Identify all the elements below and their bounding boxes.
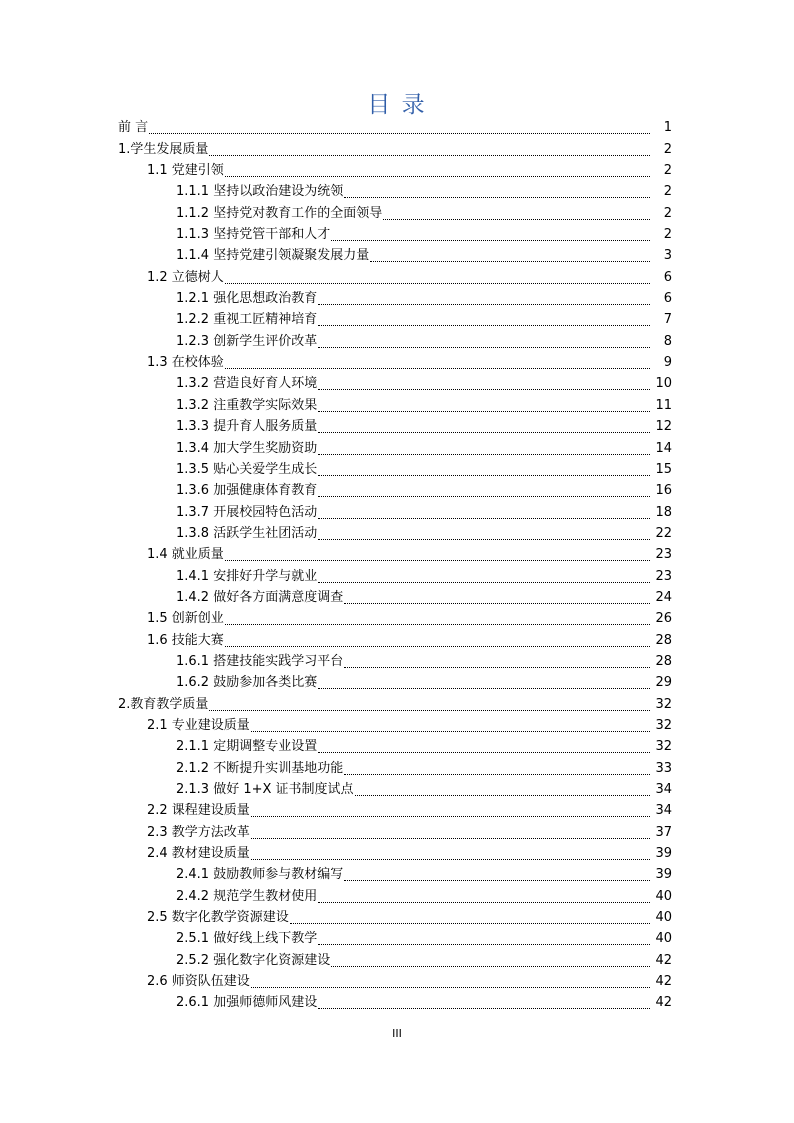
page-title: 目 录 (367, 92, 427, 118)
toc-entry-page: 23 (655, 568, 672, 584)
toc-entry-label: 2.1.1 定期调整专业设置 (176, 739, 318, 755)
toc-entry-label: 1.3.4 加大学生奖励资助 (176, 440, 318, 456)
toc-entry[interactable] (0, 908, 794, 929)
toc-entry[interactable] (0, 353, 794, 374)
toc-entry-label: 1.3.6 加强健康体育教育 (176, 483, 318, 499)
toc-entry-label: 1.学生发展质量 (118, 141, 209, 157)
dot-leader (318, 431, 650, 433)
toc-entry[interactable] (0, 374, 794, 395)
toc-entry[interactable] (0, 502, 794, 523)
dot-leader (318, 346, 650, 348)
toc-entry-label: 2.6.1 加强师德师风建设 (176, 995, 318, 1011)
toc-entry[interactable] (0, 822, 794, 843)
toc-entry-page: 6 (663, 291, 672, 307)
toc-entry-label: 1.3.2 注重教学实际效果 (176, 397, 318, 413)
toc-entry-page: 26 (655, 611, 672, 627)
dot-leader (251, 858, 650, 860)
toc-entry-page: 40 (655, 888, 672, 904)
dot-leader (318, 901, 650, 903)
toc-entry-page: 42 (655, 995, 672, 1011)
toc-entry-label: 1.6.1 搭建技能实践学习平台 (176, 653, 344, 669)
toc-entry[interactable] (0, 331, 794, 352)
table-of-contents (0, 118, 794, 1014)
toc-entry-label: 2.教育教学质量 (118, 696, 209, 712)
toc-entry[interactable] (0, 694, 794, 715)
toc-entry-label: 1.5 创新创业 (147, 611, 224, 627)
dot-leader (251, 730, 650, 732)
page-footer-number: III (392, 1027, 402, 1040)
toc-entry[interactable] (0, 182, 794, 203)
toc-entry-label: 2.1.2 不断提升实训基地功能 (176, 760, 344, 776)
toc-entry-label: 1.3.5 贴心关爱学生成长 (176, 461, 318, 477)
toc-entry-label: 1.1 党建引领 (147, 163, 224, 179)
toc-entry-page: 42 (655, 952, 672, 968)
toc-entry-label: 2.4 教材建设质量 (147, 846, 250, 862)
toc-entry-page: 8 (663, 333, 672, 349)
toc-entry-label: 1.1.1 坚持以政治建设为统领 (176, 184, 344, 200)
dot-leader (318, 687, 650, 689)
toc-entry-label: 2.4.1 鼓励教师参与教材编写 (176, 867, 344, 883)
dot-leader (344, 773, 650, 775)
toc-entry[interactable] (0, 225, 794, 246)
toc-entry-page: 32 (655, 696, 672, 712)
dot-leader (318, 303, 650, 305)
toc-entry-page: 37 (655, 824, 672, 840)
toc-entry-label: 1.3.8 活跃学生社团活动 (176, 525, 318, 541)
toc-entry[interactable] (0, 630, 794, 651)
toc-entry-label: 2.3 教学方法改革 (147, 824, 250, 840)
dot-leader (209, 709, 650, 711)
toc-entry-label: 1.1.4 坚持党建引领凝聚发展力量 (176, 248, 370, 264)
dot-leader (318, 474, 650, 476)
toc-entry-page: 14 (655, 440, 672, 456)
dot-leader (370, 260, 650, 262)
toc-entry-page: 16 (655, 483, 672, 499)
dot-leader (318, 538, 650, 540)
toc-entry-page: 15 (655, 461, 672, 477)
toc-entry-page: 28 (655, 653, 672, 669)
toc-entry[interactable] (0, 289, 794, 310)
dot-leader (318, 943, 650, 945)
dot-leader (225, 623, 650, 625)
toc-entry-label: 1.4.1 安排好升学与就业 (176, 568, 318, 584)
toc-entry-page: 10 (655, 376, 672, 392)
toc-entry[interactable] (0, 161, 794, 182)
toc-entry[interactable] (0, 395, 794, 416)
toc-entry-label: 2.4.2 规范学生教材使用 (176, 888, 318, 904)
dot-leader (318, 751, 650, 753)
toc-entry-page: 32 (655, 739, 672, 755)
toc-entry-label: 1.3.2 营造良好育人环境 (176, 376, 318, 392)
toc-entry-label: 2.1 专业建设质量 (147, 717, 250, 733)
toc-entry-label: 2.2 课程建设质量 (147, 803, 250, 819)
dot-leader (251, 815, 650, 817)
toc-entry-page: 2 (663, 227, 672, 243)
toc-entry-label: 1.6 技能大赛 (147, 632, 224, 648)
toc-entry-page: 34 (655, 782, 672, 797)
toc-entry-label: 1.2.3 创新学生评价改革 (176, 333, 318, 349)
toc-entry-page: 3 (663, 248, 672, 264)
toc-entry-page: 11 (655, 397, 672, 413)
toc-entry-label: 1.2.2 重视工匠精神培育 (176, 312, 318, 328)
toc-entry-label: 1.2.1 强化思想政治教育 (176, 291, 318, 307)
dot-leader (225, 645, 650, 647)
toc-entry-page: 2 (663, 141, 672, 157)
toc-entry[interactable] (0, 310, 794, 331)
dot-leader (318, 581, 650, 583)
toc-entry-page: 12 (655, 419, 672, 435)
toc-entry-label: 1.6.2 鼓励参加各类比赛 (176, 675, 318, 691)
toc-entry-page: 29 (655, 675, 672, 691)
dot-leader (225, 559, 650, 561)
toc-entry[interactable] (0, 801, 794, 822)
dot-leader (318, 495, 650, 497)
dot-leader (331, 239, 650, 241)
toc-entry[interactable] (0, 246, 794, 267)
toc-entry[interactable] (0, 438, 794, 459)
toc-entry-label: 1.3 在校体验 (147, 355, 224, 371)
toc-entry-page: 28 (655, 632, 672, 648)
dot-leader (209, 154, 650, 156)
toc-entry[interactable] (0, 566, 794, 587)
toc-entry[interactable] (0, 844, 794, 865)
dot-leader (383, 218, 650, 220)
dot-leader (318, 324, 650, 326)
toc-entry-page: 40 (655, 910, 672, 926)
dot-leader (251, 986, 650, 988)
dot-leader (344, 196, 650, 198)
toc-entry[interactable] (0, 267, 794, 288)
toc-entry[interactable] (0, 886, 794, 907)
toc-entry-page: 2 (663, 163, 672, 179)
toc-entry-label: 2.1.3 做好 1+X 证书制度试点 (176, 782, 354, 797)
toc-entry[interactable] (0, 524, 794, 545)
toc-entry-label: 1.1.2 坚持党对教育工作的全面领导 (176, 205, 383, 221)
toc-entry-label: 1.3.3 提升育人服务质量 (176, 419, 318, 435)
toc-entry[interactable] (0, 758, 794, 779)
toc-entry[interactable] (0, 481, 794, 502)
dot-leader (149, 132, 650, 134)
toc-entry[interactable] (0, 737, 794, 758)
toc-entry[interactable] (0, 993, 794, 1014)
dot-leader (318, 388, 650, 390)
toc-entry[interactable] (0, 588, 794, 609)
toc-entry-page: 23 (655, 547, 672, 563)
dot-leader (344, 602, 650, 604)
dot-leader (331, 965, 650, 967)
toc-entry[interactable] (0, 780, 794, 801)
toc-entry-label: 1.1.3 坚持党管干部和人才 (176, 227, 331, 243)
dot-leader (225, 175, 650, 177)
toc-entry[interactable] (0, 118, 794, 139)
toc-entry-label: 2.5 数字化教学资源建设 (147, 910, 289, 926)
dot-leader (318, 517, 650, 519)
toc-entry-label: 1.2 立德树人 (147, 269, 224, 285)
toc-entry-page: 40 (655, 931, 672, 947)
toc-entry-page: 6 (663, 269, 672, 285)
dot-leader (355, 794, 650, 796)
dot-leader (225, 367, 650, 369)
toc-entry[interactable] (0, 865, 794, 886)
toc-entry-label: 2.5.2 强化数字化资源建设 (176, 952, 331, 968)
toc-entry[interactable] (0, 545, 794, 566)
toc-entry[interactable] (0, 609, 794, 630)
toc-entry-page: 39 (655, 867, 672, 883)
toc-entry-label: 前 言 (118, 120, 149, 136)
toc-entry-label: 1.4.2 做好各方面满意度调查 (176, 589, 344, 605)
toc-entry-label: 1.4 就业质量 (147, 547, 224, 563)
toc-entry-label: 1.3.7 开展校园特色活动 (176, 504, 318, 520)
toc-entry-page: 2 (663, 184, 672, 200)
toc-entry-page: 39 (655, 846, 672, 862)
dot-leader (344, 666, 650, 668)
dot-leader (225, 282, 650, 284)
toc-entry-page: 24 (655, 589, 672, 605)
toc-entry-page: 1 (663, 120, 672, 136)
toc-entry-page: 22 (655, 525, 672, 541)
toc-entry[interactable] (0, 203, 794, 224)
toc-entry[interactable] (0, 716, 794, 737)
dot-leader (318, 410, 650, 412)
toc-entry[interactable] (0, 929, 794, 950)
toc-entry[interactable] (0, 652, 794, 673)
dot-leader (290, 922, 650, 924)
dot-leader (344, 879, 650, 881)
dot-leader (318, 1007, 650, 1009)
toc-entry[interactable] (0, 673, 794, 694)
toc-entry-page: 42 (655, 974, 672, 990)
toc-entry-page: 34 (655, 803, 672, 819)
toc-entry-page: 18 (655, 504, 672, 520)
toc-entry-page: 32 (655, 717, 672, 733)
dot-leader (318, 453, 650, 455)
toc-entry[interactable] (0, 139, 794, 160)
toc-entry-page: 33 (655, 760, 672, 776)
toc-entry-label: 2.6 师资队伍建设 (147, 974, 250, 990)
toc-entry-page: 2 (663, 205, 672, 221)
toc-entry[interactable] (0, 460, 794, 481)
dot-leader (251, 837, 650, 839)
toc-entry[interactable] (0, 950, 794, 971)
toc-entry-page: 9 (663, 355, 672, 371)
toc-entry-page: 7 (663, 312, 672, 328)
toc-entry-label: 2.5.1 做好线上线下教学 (176, 931, 318, 947)
toc-entry[interactable] (0, 417, 794, 438)
toc-entry[interactable] (0, 972, 794, 993)
